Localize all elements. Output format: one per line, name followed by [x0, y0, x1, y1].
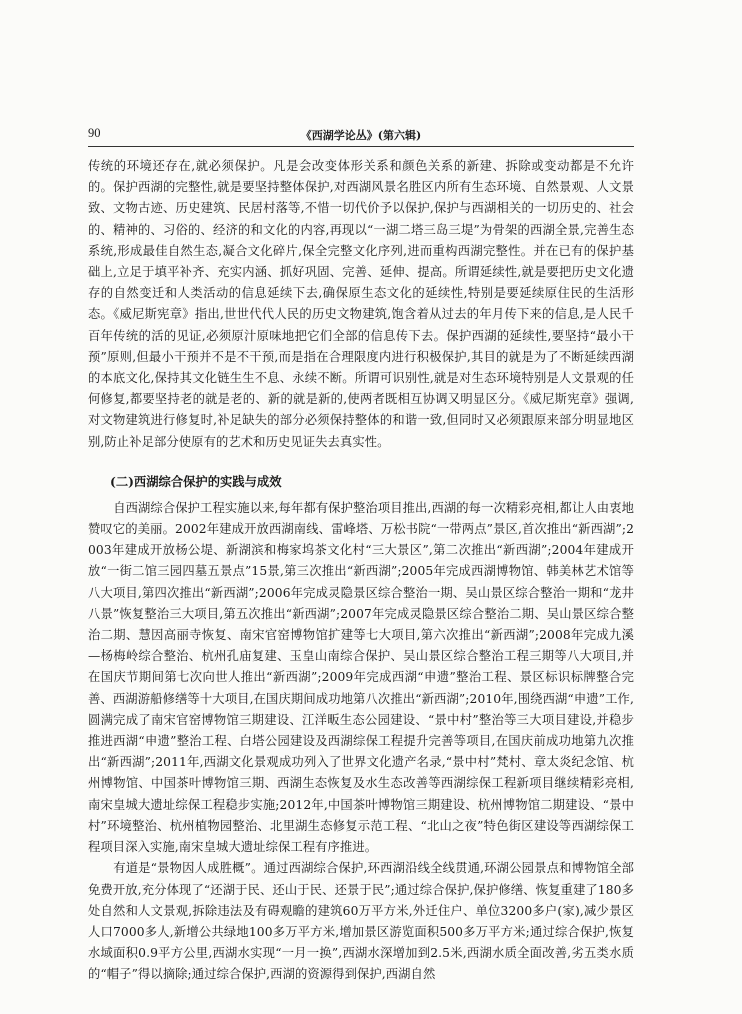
- page-header: [88, 126, 634, 146]
- paragraph-1: 传统的环境还存在,就必须保护。凡是会改变体形关系和颜色关系的新建、拆除或变动都是不允许的。保护西湖的完整性,就是要坚持整体保护,对西湖风景名胜区内所有生态环境、自然景观、人文景致、文物古迹、历史建筑、民居村落等,不惜一切代价予以保护,保护与西湖相关的一切历史的、社会的、精神的、习俗的、经济的和文化的内容,再现以“一湖二塔三岛三堤”为骨架的西湖全景,完善生态系统,形成最佳自然生态,凝合文化碎片,保全完整文化序列,进而重构西湖完整性。并在已有的保护基础上,立足于填平补齐、充实内涵、抓好巩固、完善、延伸、提高。所谓延续性,就是要把历史文化遗存的自然变迁和人类活动的信息延续下去,确保原生态文化的延续性,特别是要延续原住民的生活形态。《威尼斯宪章》指出,世世代代人民的历史文物建筑,饱含着从过去的年月传下来的信息,是人民千百年传统的活的见证,必须原汁原味地把它们全部的信息传下去。保护西湖的延续性,要坚持“最小干预”原则,但最小干预并不是不干预,而是指在合理限度内进行积极保护,其目的就是为了不断延续西湖的本底文化,保持其文化链生生不息、永续不断。所谓可识别性,就是对生态环境特别是人文景观的任何修复,都要坚持老的就是老的、新的就是新的,使两者既相互协调又明显区分。《威尼斯宪章》强调,对文物建筑进行修复时,补足缺失的部分必须保持整体的和谐一致,但同时又必须跟原来部分明显地区别,防止补足部分使原有的艺术和历史见证失去真实性。: [88, 159, 634, 449]
- paragraph-3: 有道是“景物因人成胜概”。通过西湖综合保护,环西湖沿线全线贯通,环湖公园景点和博物馆全部免费开放,充分体现了“还湖于民、还山于民、还景于民”;通过综合保护,保护修缮、恢复重建了180多处自然和人文景观,拆除违法及有碍观瞻的建筑60万平方米,外迁住户、单位3200多户(家),减少景区人口7000多人,新增公共绿地100多万平方米,增加景区游览面积500多万平方米;通过综合保护,恢复水域面积0.9平方公里,西湖水实现“一月一换”,西湖水深增加到2.5米,西湖水质全面改善,劣五类水质的“帽子”得以摘除;通过综合保护,西湖的资源得到保护,西湖自然: [88, 861, 634, 982]
- body-text: [88, 156, 634, 986]
- section-heading: (二)西湖综合保护的实践与成效: [110, 473, 282, 489]
- header-rule: [88, 146, 634, 147]
- running-head: 《西湖学论丛》(第六辑): [300, 129, 422, 142]
- page-number: 90: [88, 126, 101, 140]
- paragraph-2: 自西湖综合保护工程实施以来,每年都有保护整治项目推出,西湖的每一次精彩亮相,都让人由衷地赞叹它的美丽。2002年建成开放西湖南线、雷峰塔、万松书院“一带两点”景区,首次推出“新西湖”;2003年建成开放杨公堤、新湖滨和梅家坞茶文化村“三大景区”,第二次推出“新西湖”;2004年建成开放“一街二馆三园四墓五景点”15景,第三次推出“新西湖”;2005年完成西湖博物馆、韩美林艺术馆等八大项目,第四次推出“新西湖”;2006年完成灵隐景区综合整治一期、吴山景区综合整治一期和“龙井八景”恢复整治三大项目,第五次推出“新西湖”;2007年完成灵隐景区综合整治二期、吴山景区综合整治二期、慧因高丽寺恢复、南宋官窑博物馆扩建等七大项目,第六次推出“新西湖”;2008年完成九溪—杨梅岭综合整治、杭州孔庙复建、玉皇山南综合保护、吴山景区综合整治工程三期等八大项目,并在国庆节期间第七次向世人推出“新西湖”;2009年完成西湖“申遗”整治工程、景区标识标牌整合完善、西湖游船修缮等十大项目,在国庆期间成功地第八次推出“新西湖”;2010年,围绕西湖“申遗”工作,圆满完成了南宋官窑博物馆三期建设、江洋畈生态公园建设、“景中村”整治等三大项目建设,并稳步推进西湖“申遗”整治工程、白塔公园建设及西湖综保工程提升完善等项目,在国庆前成功地第九次推出“新西湖”;2011年,西湖文化景观成功列入了世界文化遗产名录,“景中村”梵村、章太炎纪念馆、杭州博物馆、中国茶叶博物馆三期、西湖生态恢复及水生态改善等西湖综保工程新项目继续精彩亮相,南宋皇城大遗址综保工程稳步实施;2012年,中国茶叶博物馆三期建设、杭州博物馆二期建设、“景中村”环境整治、杭州植物园整治、北里湖生态修复示范工程、“北山之夜”特色街区建设等西湖综保工程项目深入实施,南宋皇城大遗址综保工程有序推进。: [88, 500, 634, 855]
